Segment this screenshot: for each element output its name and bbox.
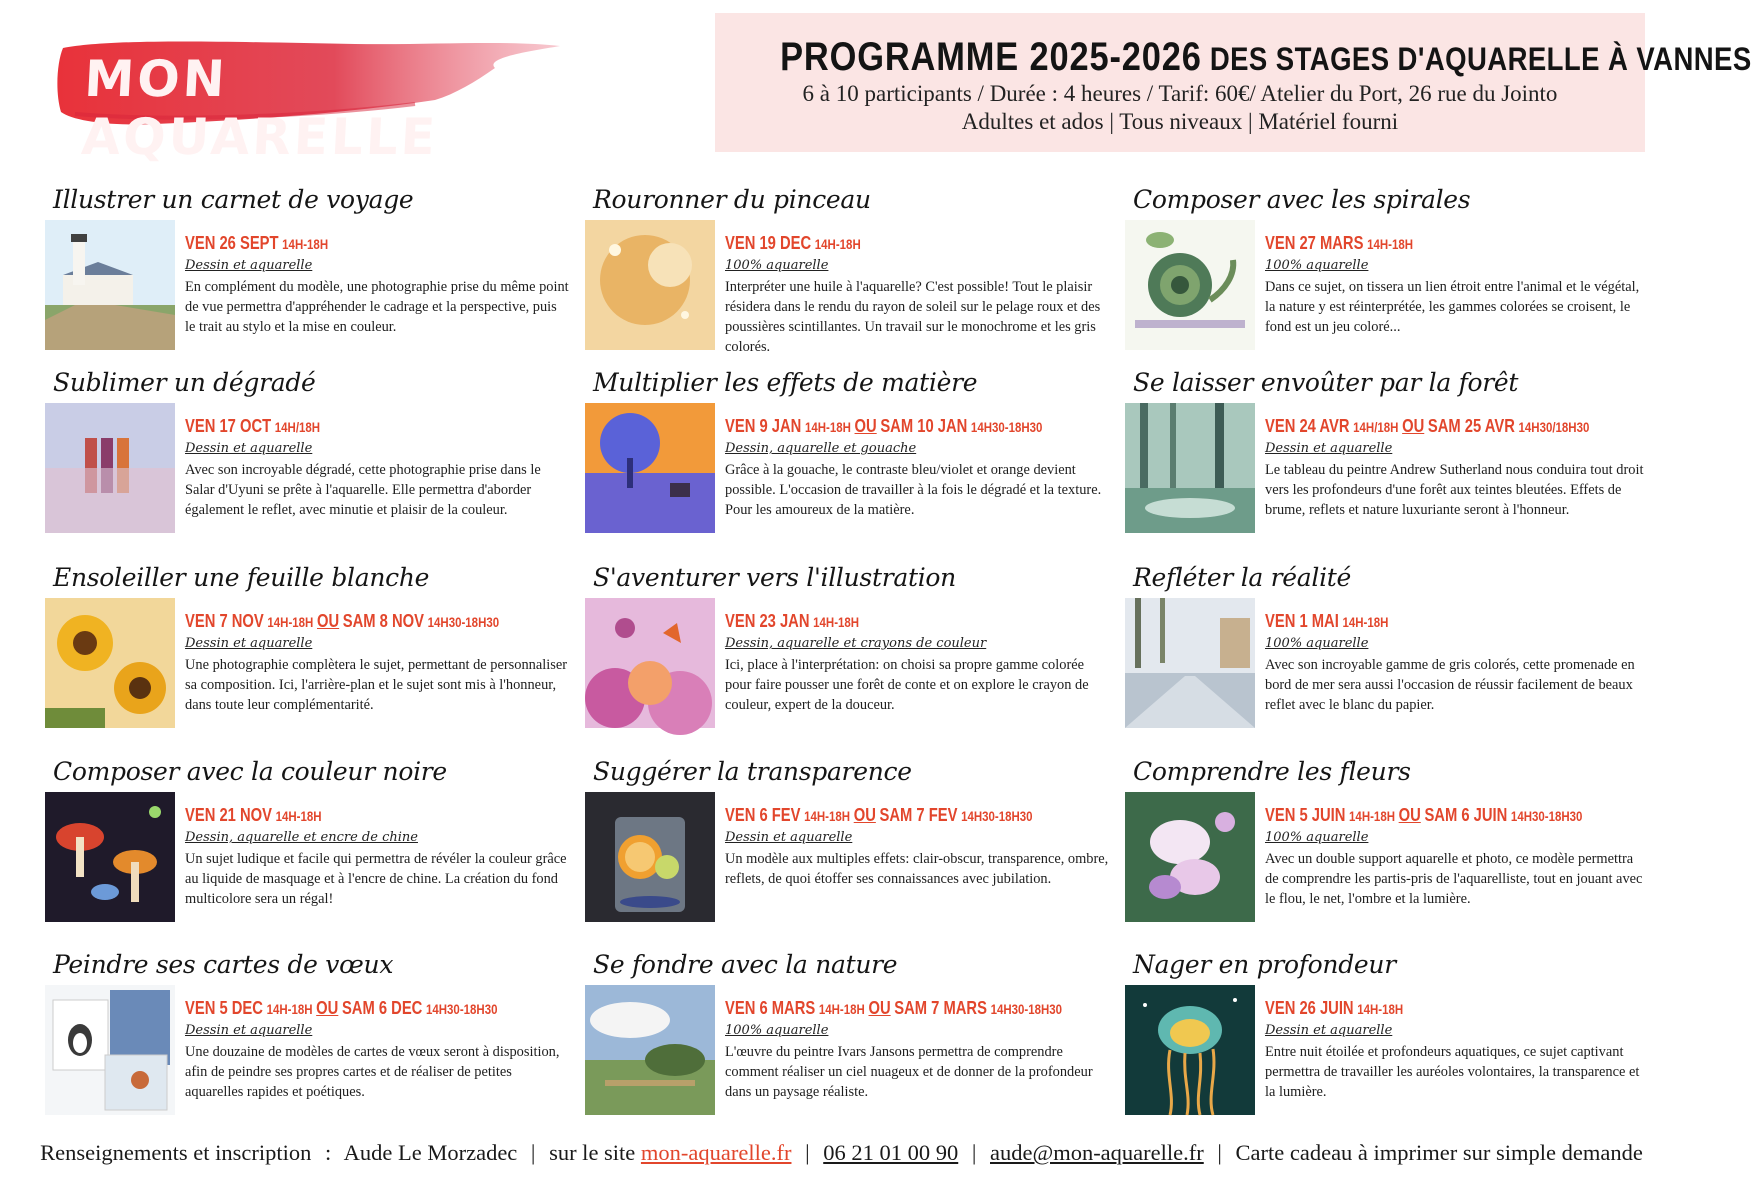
time-secondary: 14H30-18H30 <box>990 1001 1063 1017</box>
workshop-title: Suggérer la transparence <box>593 757 912 786</box>
workshop-date <box>725 611 859 632</box>
workshop-card <box>1125 757 1665 937</box>
workshop-title: Comprendre les fleurs <box>1133 757 1411 786</box>
date-primary: VEN 21 NOV <box>185 805 272 825</box>
date-primary: VEN 7 NOV <box>185 611 264 631</box>
time-primary: 14H-18H <box>282 236 329 252</box>
workshop-date <box>1265 233 1413 254</box>
workshop-card <box>1125 185 1665 365</box>
workshop-description: Une douzaine de modèles de cartes de vœux seront à disposition, afin de peindre ses propres cartes et de réaliser de petites aquarelles rapides et poétiques. <box>185 1044 560 1100</box>
workshop-technique: Dessin et aquarelle <box>185 1023 313 1038</box>
time-primary: 14H-18H <box>266 1001 313 1017</box>
program-header <box>715 13 1752 152</box>
workshop-description: Le tableau du peintre Andrew Sutherland nous conduira tout droit vers les profondeurs d'une forêt aux teintes bleutées. Effets de brume, reflets et nature luxuriante seront à l'honneur. <box>1265 462 1644 518</box>
workshop-technique: 100% aquarelle <box>1265 830 1369 845</box>
workshop-technique: Dessin et aquarelle <box>1265 1023 1393 1038</box>
time-primary: 14H-18H <box>1349 808 1395 824</box>
time-secondary: 14H30-18H30 <box>1510 808 1583 824</box>
time-primary: 14H-18H <box>804 419 851 435</box>
workshop-title: Refléter la réalité <box>1133 563 1352 592</box>
workshop-description: Un modèle aux multiples effets: clair-obscur, transparence, ombre, reflets, de quoi étoffer ses connaissances avec jubilation. <box>725 851 1109 887</box>
date-primary: VEN 1 MAI <box>1265 611 1339 631</box>
workshop-image <box>1125 792 1255 922</box>
workshop-description: Grâce à la gouache, le contraste bleu/violet et orange devient possible. L'occasion de travailler à la fois le dégradé et la texture. Pour les amoureux de la matière. <box>725 462 1102 518</box>
date-primary: VEN 27 MARS <box>1265 233 1364 253</box>
workshop-date <box>725 998 1062 1019</box>
footer-divider: | <box>530 1140 536 1165</box>
workshop-title: Multiplier les effets de matière <box>593 368 978 397</box>
workshop-technique: Dessin, aquarelle et encre de chine <box>185 830 418 845</box>
workshop-date <box>185 611 499 632</box>
workshop-card <box>45 950 585 1130</box>
date-or: OU <box>1398 805 1421 825</box>
workshop-description: Dans ce sujet, on tissera un lien étroit entre l'animal et le végétal, la nature y est réinterprétée, les gammes colorées se croisent, le fond est un jeu coloré... <box>1265 279 1640 335</box>
time-primary: 14H-18H <box>275 808 322 824</box>
workshop-card <box>1125 950 1665 1130</box>
contact-name: Aude Le Morzadec <box>343 1140 518 1165</box>
workshop-image <box>585 985 715 1115</box>
date-or: OU <box>316 611 340 631</box>
workshop-technique: 100% aquarelle <box>1265 636 1369 651</box>
workshop-card <box>585 185 1125 365</box>
time-primary: 14H-18H <box>813 614 860 630</box>
workshop-technique: 100% aquarelle <box>725 1023 829 1038</box>
workshop-technique: Dessin et aquarelle <box>185 636 313 651</box>
date-or: OU <box>868 998 891 1018</box>
workshop-description: Avec son incroyable dégradé, cette photographie prise dans le Salar d'Uyuni se prête à l'aquarelle. Elle permettra d'aborder également le reflet, avec minutie et plaisir de la couleur. <box>185 462 541 518</box>
date-primary: VEN 6 MARS <box>725 998 816 1018</box>
workshop-title: Ensoleiller une feuille blanche <box>53 563 430 592</box>
workshop-technique: Dessin et aquarelle <box>725 830 853 845</box>
date-secondary: SAM 7 MARS <box>894 998 987 1018</box>
date-or: OU <box>854 416 877 436</box>
time-primary: 14H-18H <box>1342 614 1389 630</box>
contact-label: Renseignements et inscription <box>40 1140 312 1165</box>
workshop-technique: Dessin, aquarelle et gouache <box>725 441 917 456</box>
workshop-description: Un sujet ludique et facile qui permettra de révéler la couleur grâce au liquide de masquage et à l'encre de chine. La création du fond multicolore sera un régal! <box>185 851 567 907</box>
workshop-card <box>45 368 585 548</box>
logo <box>55 32 555 166</box>
date-secondary: SAM 7 FEV <box>879 805 958 825</box>
workshop-date <box>185 998 497 1019</box>
workshop-date <box>1265 998 1403 1019</box>
workshop-image <box>1125 598 1255 728</box>
time-primary: 14H-18H <box>818 1001 865 1017</box>
workshop-image <box>1125 985 1255 1115</box>
workshop-title: Composer avec la couleur noire <box>53 757 447 786</box>
logo-text: MON AQUARELLE <box>79 50 440 166</box>
website-link[interactable]: mon-aquarelle.fr <box>640 1140 792 1165</box>
workshop-image <box>585 792 715 922</box>
workshop-date <box>185 805 322 826</box>
date-secondary: SAM 6 JUIN <box>1424 805 1508 825</box>
time-secondary: 14H30-18H30 <box>427 614 500 630</box>
date-secondary: SAM 6 DEC <box>341 998 423 1018</box>
site-prefix: sur le site <box>549 1140 636 1165</box>
workshop-card <box>585 950 1125 1130</box>
workshop-image <box>45 220 175 350</box>
workshop-title: Nager en profondeur <box>1133 950 1396 979</box>
workshop-card <box>1125 368 1665 548</box>
workshop-description: En complément du modèle, une photographie prise du même point de vue permettra d'appréhender le cadrage et la perspective, puis le trait au stylo et la mise en couleur. <box>185 279 569 335</box>
workshop-card <box>45 757 585 937</box>
workshop-card <box>585 757 1125 937</box>
workshop-title: Composer avec les spirales <box>1133 185 1471 214</box>
date-secondary: SAM 10 JAN <box>880 416 968 436</box>
program-info-line-1: 6 à 10 participants / Durée : 4 heures / Tarif: 60€/ Atelier du Port, 26 rue du Jointo <box>802 81 1558 106</box>
date-primary: VEN 6 FEV <box>725 805 801 825</box>
program-title <box>780 35 1752 80</box>
time-secondary: 14H30-18H30 <box>970 419 1043 435</box>
time-secondary: 14H30-18H30 <box>961 808 1033 824</box>
workshop-date <box>725 233 861 254</box>
date-or: OU <box>853 805 876 825</box>
workshop-description: Avec un double support aquarelle et photo, ce modèle permettra de comprendre les partis-pris de l'aquarelliste, tout en jouant avec le flou, le net, l'ombre et la lumière. <box>1265 851 1643 907</box>
program-title-rest: DES STAGES D'AQUARELLE À VANNES <box>1201 41 1752 77</box>
time-primary: 14H-18H <box>1357 1001 1404 1017</box>
time-secondary: 14H30-18H30 <box>425 1001 498 1017</box>
workshop-technique: 100% aquarelle <box>1265 258 1369 273</box>
workshop-card <box>1125 563 1665 743</box>
workshop-image <box>1125 220 1255 350</box>
workshop-date <box>1265 611 1388 632</box>
workshop-title: Illustrer un carnet de voyage <box>53 185 414 214</box>
footer-divider: | <box>971 1140 977 1165</box>
workshop-technique: Dessin et aquarelle <box>185 258 313 273</box>
workshop-image <box>45 792 175 922</box>
workshop-description: L'œuvre du peintre Ivars Jansons permettra de comprendre comment réaliser un ciel nuageux et de donner de la profondeur dans un paysage réaliste. <box>725 1044 1093 1100</box>
workshop-date <box>185 233 328 254</box>
workshop-date <box>725 805 1033 826</box>
workshop-image <box>585 598 715 728</box>
time-primary: 14H-18H <box>804 808 851 824</box>
workshop-description: Une photographie complètera le sujet, permettant de personnaliser sa composition. Ici, l'arrière-plan et le sujet sont mis à l'honneur, dans toute leur complémentarité. <box>185 657 568 713</box>
date-primary: VEN 5 DEC <box>185 998 263 1018</box>
workshop-image <box>585 403 715 533</box>
gift-card-note: Carte cadeau à imprimer sur simple demande <box>1235 1140 1643 1165</box>
workshop-date <box>1265 416 1589 437</box>
workshop-card <box>45 563 585 743</box>
workshop-description: Interpréter une huile à l'aquarelle? C'est possible! Tout le plaisir résidera dans le rendu du rayon de soleil sur le pelage roux et des poussières scintillantes. Un travail sur le monochrome et les gris colorés. <box>725 279 1101 355</box>
date-secondary: SAM 8 NOV <box>342 611 424 631</box>
footer-divider: | <box>1217 1140 1222 1165</box>
program-info-line-2: Adultes et ados | Tous niveaux | Matériel fourni <box>961 109 1399 134</box>
program-title-main: PROGRAMME 2025-2026 <box>780 35 1202 79</box>
workshop-technique: Dessin et aquarelle <box>1265 441 1393 456</box>
date-or: OU <box>316 998 339 1018</box>
footer-colon: : <box>324 1140 332 1165</box>
footer <box>0 1140 1683 1166</box>
date-primary: VEN 9 JAN <box>725 416 802 436</box>
workshop-date <box>185 416 320 437</box>
workshop-title: Se fondre avec la nature <box>593 950 898 979</box>
workshop-card <box>585 563 1125 743</box>
time-primary: 14H-18H <box>1367 236 1414 252</box>
time-primary: 14H-18H <box>814 236 861 252</box>
date-primary: VEN 19 DEC <box>725 233 812 253</box>
time-primary: 14H/18H <box>274 419 321 435</box>
workshop-image <box>45 403 175 533</box>
workshop-title: Peindre ses cartes de vœux <box>53 950 394 979</box>
date-primary: VEN 5 JUIN <box>1265 805 1346 825</box>
date-primary: VEN 26 JUIN <box>1265 998 1354 1018</box>
footer-divider: | <box>805 1140 810 1165</box>
workshop-title: Se laisser envoûter par la forêt <box>1133 368 1519 397</box>
workshop-card <box>585 368 1125 548</box>
workshop-description: Entre nuit étoilée et profondeurs aquatiques, ce sujet captivant permettra de travailler les auréoles volontaires, la transparence et la lumière. <box>1265 1044 1640 1100</box>
workshop-card <box>45 185 585 365</box>
date-primary: VEN 24 AVR <box>1265 416 1350 436</box>
time-primary: 14H-18H <box>267 614 314 630</box>
workshop-technique: Dessin et aquarelle <box>185 441 313 456</box>
workshop-image <box>45 985 175 1115</box>
time-secondary: 14H30/18H30 <box>1518 419 1590 435</box>
workshop-description: Ici, place à l'interprétation: on choisi sa propre gamme colorée pour faire pousser une forêt de conte et on explore le crayon de couleur, expert de la douceur. <box>725 657 1089 713</box>
workshop-technique: Dessin, aquarelle et crayons de couleur <box>725 636 987 651</box>
workshop-title: Sublimer un dégradé <box>53 368 316 397</box>
date-or: OU <box>1402 416 1425 436</box>
date-primary: VEN 23 JAN <box>725 611 810 631</box>
workshop-description: Avec son incroyable gamme de gris colorés, cette promenade en bord de mer sera aussi l'occasion de réussir facilement de beaux reflet avec le blanc du papier. <box>1265 657 1635 713</box>
time-primary: 14H/18H <box>1353 419 1399 435</box>
email-link[interactable]: aude@mon-aquarelle.fr <box>990 1140 1204 1165</box>
date-primary: VEN 17 OCT <box>185 416 272 436</box>
workshop-image <box>45 598 175 728</box>
date-primary: VEN 26 SEPT <box>185 233 279 253</box>
workshop-date <box>725 416 1042 437</box>
workshop-title: Rouronner du pinceau <box>593 185 871 214</box>
workshop-image <box>585 220 715 350</box>
workshop-date <box>1265 805 1582 826</box>
phone-link[interactable]: 06 21 01 00 90 <box>823 1140 959 1165</box>
workshop-image <box>1125 403 1255 533</box>
workshop-title: S'aventurer vers l'illustration <box>593 563 956 592</box>
date-secondary: SAM 25 AVR <box>1427 416 1515 436</box>
workshop-technique: 100% aquarelle <box>725 258 829 273</box>
